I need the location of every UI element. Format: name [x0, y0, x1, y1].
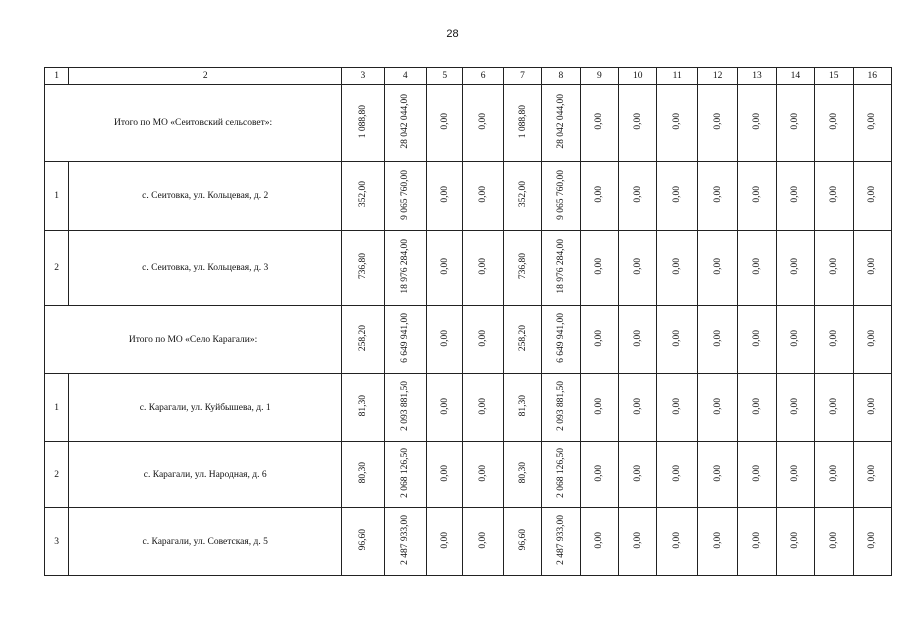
value-text: 2 093 881,50: [555, 381, 566, 431]
value-cell-col-12: [697, 306, 737, 374]
value-cell-col-6: [463, 442, 503, 508]
value-cell-col-3: [342, 162, 384, 231]
value-text: 736,80: [517, 253, 528, 280]
value-text: 28 042 044,00: [400, 94, 411, 149]
value-text: 0,00: [439, 531, 450, 549]
value-cell-col-10: [619, 508, 657, 576]
value-text: 0,00: [594, 113, 605, 130]
value-cell-col-10: [619, 374, 657, 442]
value-text: 2 068 126,50: [400, 448, 411, 498]
value-cell-col-6: [463, 306, 503, 374]
column-number-11: 11: [657, 68, 697, 85]
value-cell-col-5: [427, 162, 463, 231]
value-cell-col-16: [853, 162, 892, 231]
value-cell-col-10: [619, 442, 657, 508]
value-cell-col-10: [619, 306, 657, 374]
value-text: 0,00: [751, 186, 762, 203]
value-text: 80,30: [517, 462, 528, 484]
value-text: 0,00: [594, 397, 605, 415]
value-cell-col-7: [503, 162, 541, 231]
value-cell-col-13: [738, 374, 776, 442]
value-text: 0,00: [632, 397, 643, 415]
value-cell-col-9: [580, 374, 618, 442]
value-cell-col-7: [503, 508, 541, 576]
value-text: 0,00: [867, 464, 878, 482]
column-number-15: 15: [815, 68, 853, 85]
value-cell-col-7: [503, 374, 541, 442]
value-cell-col-12: [697, 374, 737, 442]
value-text: 0,00: [828, 258, 839, 275]
value-cell-col-14: [776, 508, 814, 576]
value-text: 0,00: [672, 258, 683, 275]
value-text: 0,00: [439, 329, 450, 347]
column-number-4: 4: [384, 68, 426, 85]
total-label: Итого по МО «Сеитовский сельсовет»:: [45, 85, 342, 162]
row-number: 2: [45, 231, 69, 306]
value-text: 9 065 760,00: [400, 169, 411, 220]
value-text: 0,00: [790, 329, 801, 347]
column-number-13: 13: [738, 68, 776, 85]
address-cell: с. Сеитовка, ул. Кольцевая, д. 3: [69, 231, 342, 306]
value-text: 0,00: [712, 186, 723, 203]
value-text: 0,00: [439, 397, 450, 415]
value-cell-col-4: [384, 85, 426, 162]
value-text: 1 088,80: [517, 104, 528, 139]
value-text: 81,30: [517, 395, 528, 417]
value-text: 0,00: [478, 397, 489, 415]
value-text: 81,30: [357, 395, 368, 417]
value-cell-col-9: [580, 231, 618, 306]
value-text: 0,00: [751, 329, 762, 347]
value-text: 352,00: [517, 181, 528, 208]
value-cell-col-15: [815, 231, 853, 306]
value-text: 0,00: [672, 464, 683, 482]
value-text: 0,00: [594, 531, 605, 549]
value-cell-col-6: [463, 162, 503, 231]
value-text: 0,00: [712, 113, 723, 130]
total-row: [45, 85, 892, 162]
value-cell-col-8: [542, 231, 580, 306]
value-cell-col-5: [427, 508, 463, 576]
value-cell-col-11: [657, 85, 697, 162]
value-text: 0,00: [478, 531, 489, 549]
value-text: 0,00: [672, 113, 683, 130]
value-cell-col-4: [384, 374, 426, 442]
value-cell-col-16: [853, 231, 892, 306]
row-number: 2: [45, 442, 69, 508]
column-number-9: 9: [580, 68, 618, 85]
value-cell-col-4: [384, 162, 426, 231]
value-text: 0,00: [828, 531, 839, 549]
value-text: 0,00: [478, 464, 489, 482]
address-cell: с. Карагали, ул. Куйбышева, д. 1: [69, 374, 342, 442]
value-cell-col-15: [815, 374, 853, 442]
value-text: 18 976 284,00: [555, 239, 566, 294]
value-cell-col-11: [657, 508, 697, 576]
value-text: 0,00: [751, 258, 762, 275]
row-number: 1: [45, 162, 69, 231]
value-text: 352,00: [357, 181, 368, 208]
value-cell-col-16: [853, 374, 892, 442]
column-number-row: [45, 68, 892, 85]
value-cell-col-16: [853, 306, 892, 374]
value-cell-col-13: [738, 508, 776, 576]
value-text: 0,00: [594, 329, 605, 347]
value-cell-col-13: [738, 162, 776, 231]
value-text: 0,00: [828, 113, 839, 130]
value-text: 1 088,80: [357, 104, 368, 139]
value-text: 0,00: [828, 329, 839, 347]
value-cell-col-4: [384, 442, 426, 508]
value-cell-col-13: [738, 231, 776, 306]
value-text: 0,00: [632, 258, 643, 275]
value-cell-col-6: [463, 508, 503, 576]
value-cell-col-14: [776, 85, 814, 162]
value-text: 0,00: [712, 531, 723, 549]
value-cell-col-14: [776, 162, 814, 231]
value-cell-col-6: [463, 85, 503, 162]
value-cell-col-5: [427, 85, 463, 162]
value-cell-col-10: [619, 231, 657, 306]
column-number-7: 7: [503, 68, 541, 85]
value-cell-col-15: [815, 162, 853, 231]
value-cell-col-7: [503, 442, 541, 508]
value-text: 0,00: [478, 186, 489, 203]
value-cell-col-16: [853, 508, 892, 576]
value-cell-col-9: [580, 162, 618, 231]
value-cell-col-3: [342, 231, 384, 306]
column-number-5: 5: [427, 68, 463, 85]
value-cell-col-3: [342, 306, 384, 374]
value-cell-col-7: [503, 306, 541, 374]
value-text: 0,00: [751, 464, 762, 482]
value-cell-col-7: [503, 231, 541, 306]
table-row: [45, 508, 892, 576]
value-text: 6 649 941,00: [400, 313, 411, 363]
value-text: 9 065 760,00: [555, 169, 566, 220]
value-cell-col-8: [542, 162, 580, 231]
value-cell-col-7: [503, 85, 541, 162]
table-row: [45, 442, 892, 508]
value-text: 0,00: [790, 464, 801, 482]
value-text: 6 649 941,00: [555, 313, 566, 363]
value-text: 0,00: [712, 258, 723, 275]
column-number-12: 12: [697, 68, 737, 85]
value-text: 0,00: [867, 329, 878, 347]
row-number: 3: [45, 508, 69, 576]
value-text: 0,00: [594, 464, 605, 482]
value-cell-col-5: [427, 231, 463, 306]
value-text: 0,00: [867, 531, 878, 549]
value-text: 0,00: [672, 186, 683, 203]
value-text: 2 068 126,50: [555, 448, 566, 498]
value-text: 0,00: [672, 397, 683, 415]
value-text: 2 093 881,50: [400, 381, 411, 431]
value-cell-col-16: [853, 85, 892, 162]
value-cell-col-6: [463, 374, 503, 442]
value-text: 0,00: [594, 258, 605, 275]
table-row: [45, 231, 892, 306]
table-row: [45, 162, 892, 231]
value-text: 0,00: [439, 464, 450, 482]
value-text: 0,00: [867, 113, 878, 130]
column-number-16: 16: [853, 68, 892, 85]
value-text: 0,00: [594, 186, 605, 203]
value-cell-col-12: [697, 231, 737, 306]
column-number-6: 6: [463, 68, 503, 85]
value-text: 258,20: [517, 324, 528, 352]
value-text: 0,00: [751, 397, 762, 415]
value-text: 0,00: [790, 258, 801, 275]
row-number: 1: [45, 374, 69, 442]
value-cell-col-8: [542, 508, 580, 576]
value-text: 0,00: [867, 186, 878, 203]
value-cell-col-11: [657, 231, 697, 306]
value-cell-col-12: [697, 162, 737, 231]
value-text: 0,00: [478, 258, 489, 275]
value-text: 0,00: [632, 464, 643, 482]
value-cell-col-5: [427, 306, 463, 374]
value-cell-col-3: [342, 442, 384, 508]
value-text: 0,00: [828, 397, 839, 415]
value-cell-col-15: [815, 442, 853, 508]
value-cell-col-4: [384, 306, 426, 374]
value-text: 80,30: [357, 462, 368, 484]
value-cell-col-10: [619, 162, 657, 231]
column-number-2: 2: [69, 68, 342, 85]
value-cell-col-8: [542, 85, 580, 162]
value-cell-col-3: [342, 508, 384, 576]
address-cell: с. Сеитовка, ул. Кольцевая, д. 2: [69, 162, 342, 231]
value-cell-col-5: [427, 374, 463, 442]
column-number-1: 1: [45, 68, 69, 85]
value-cell-col-14: [776, 231, 814, 306]
value-text: 0,00: [632, 113, 643, 130]
value-text: 0,00: [439, 186, 450, 203]
column-number-8: 8: [542, 68, 580, 85]
value-cell-col-11: [657, 374, 697, 442]
value-text: 0,00: [712, 397, 723, 415]
value-text: 0,00: [632, 531, 643, 549]
table-body: [45, 68, 892, 576]
column-number-14: 14: [776, 68, 814, 85]
value-cell-col-11: [657, 306, 697, 374]
value-cell-col-13: [738, 442, 776, 508]
value-cell-col-16: [853, 442, 892, 508]
value-text: 0,00: [478, 329, 489, 347]
value-text: 0,00: [712, 329, 723, 347]
value-text: 0,00: [790, 397, 801, 415]
value-cell-col-11: [657, 442, 697, 508]
value-text: 0,00: [439, 113, 450, 130]
value-text: 0,00: [867, 397, 878, 415]
value-text: 0,00: [867, 258, 878, 275]
table-row: [45, 374, 892, 442]
value-cell-col-6: [463, 231, 503, 306]
value-text: 96,60: [517, 529, 528, 551]
value-cell-col-13: [738, 85, 776, 162]
value-cell-col-15: [815, 85, 853, 162]
value-cell-col-4: [384, 231, 426, 306]
value-cell-col-9: [580, 508, 618, 576]
value-cell-col-3: [342, 85, 384, 162]
value-cell-col-13: [738, 306, 776, 374]
value-cell-col-15: [815, 306, 853, 374]
value-cell-col-10: [619, 85, 657, 162]
column-number-10: 10: [619, 68, 657, 85]
total-label: Итого по МО «Село Карагали»:: [45, 306, 342, 374]
value-cell-col-9: [580, 85, 618, 162]
value-text: 0,00: [672, 531, 683, 549]
value-cell-col-14: [776, 306, 814, 374]
column-number-3: 3: [342, 68, 384, 85]
value-text: 0,00: [828, 186, 839, 203]
data-table: [44, 67, 892, 576]
value-text: 0,00: [790, 186, 801, 203]
value-text: 0,00: [632, 329, 643, 347]
value-cell-col-12: [697, 85, 737, 162]
value-cell-col-8: [542, 306, 580, 374]
value-cell-col-8: [542, 442, 580, 508]
value-cell-col-14: [776, 442, 814, 508]
value-text: 0,00: [478, 113, 489, 130]
value-text: 18 976 284,00: [400, 239, 411, 294]
value-text: 0,00: [439, 258, 450, 275]
value-text: 28 042 044,00: [555, 94, 566, 149]
value-text: 96,60: [357, 529, 368, 551]
value-text: 258,20: [357, 324, 368, 352]
value-text: 736,80: [357, 253, 368, 280]
value-text: 2 487 933,00: [555, 515, 566, 565]
value-text: 2 487 933,00: [400, 515, 411, 565]
value-text: 0,00: [712, 464, 723, 482]
address-cell: с. Карагали, ул. Народная, д. 6: [69, 442, 342, 508]
value-cell-col-11: [657, 162, 697, 231]
value-text: 0,00: [751, 531, 762, 549]
value-text: 0,00: [751, 113, 762, 130]
value-cell-col-8: [542, 374, 580, 442]
value-text: 0,00: [672, 329, 683, 347]
value-cell-col-12: [697, 508, 737, 576]
value-cell-col-15: [815, 508, 853, 576]
value-text: 0,00: [828, 464, 839, 482]
address-cell: с. Карагали, ул. Советская, д. 5: [69, 508, 342, 576]
total-row: [45, 306, 892, 374]
value-cell-col-5: [427, 442, 463, 508]
value-cell-col-9: [580, 306, 618, 374]
value-cell-col-9: [580, 442, 618, 508]
value-text: 0,00: [790, 531, 801, 549]
value-cell-col-4: [384, 508, 426, 576]
value-text: 0,00: [790, 113, 801, 130]
value-cell-col-12: [697, 442, 737, 508]
value-cell-col-3: [342, 374, 384, 442]
value-cell-col-14: [776, 374, 814, 442]
page-number: 28: [446, 28, 459, 40]
value-text: 0,00: [632, 186, 643, 203]
